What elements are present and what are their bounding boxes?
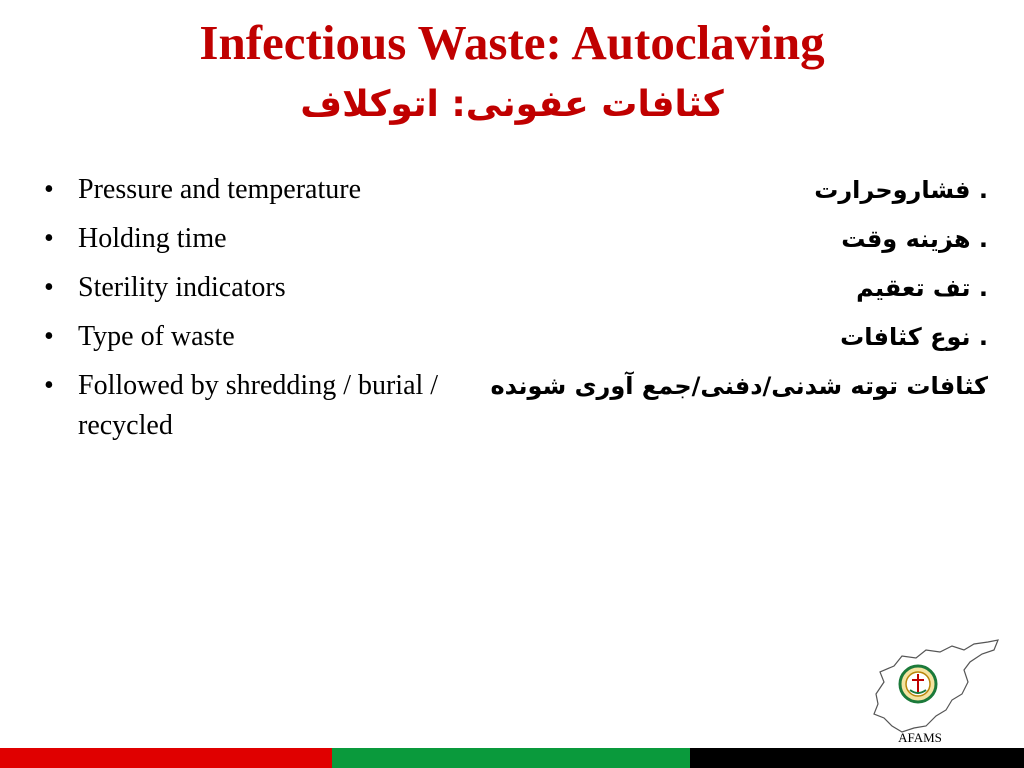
bullet-item: • Pressure and temperature [40, 170, 480, 210]
black-stripe [690, 748, 1024, 768]
dari-item: کثافات توته شدنی/دفنی/جمع آوری شونده [490, 372, 988, 400]
dari-item: . فشاروحرارت [814, 176, 988, 204]
bullet-item: • Followed by shredding / burial / recycled [40, 366, 480, 446]
slide-title: Infectious Waste: Autoclaving [199, 15, 825, 70]
logo-label: AFAMS [898, 730, 942, 745]
bullet-item: • Holding time [40, 219, 480, 259]
dari-item: . نوع کثافات [840, 323, 988, 351]
green-stripe [332, 748, 690, 768]
dari-list [428, 170, 988, 415]
bullet-item: • Sterility indicators [40, 268, 480, 308]
footer-stripes [0, 748, 1024, 768]
english-bullet-list [40, 170, 480, 455]
afghanistan-map-emblem-icon [866, 636, 1002, 740]
slide-subtitle: کثافات عفونی: اتوکلاف [300, 84, 724, 125]
dari-item: . تف تعقیم [856, 274, 988, 302]
red-stripe [0, 748, 332, 768]
bullet-item: • Type of waste [40, 317, 480, 357]
dari-item: . هزینه وقت [841, 225, 988, 253]
